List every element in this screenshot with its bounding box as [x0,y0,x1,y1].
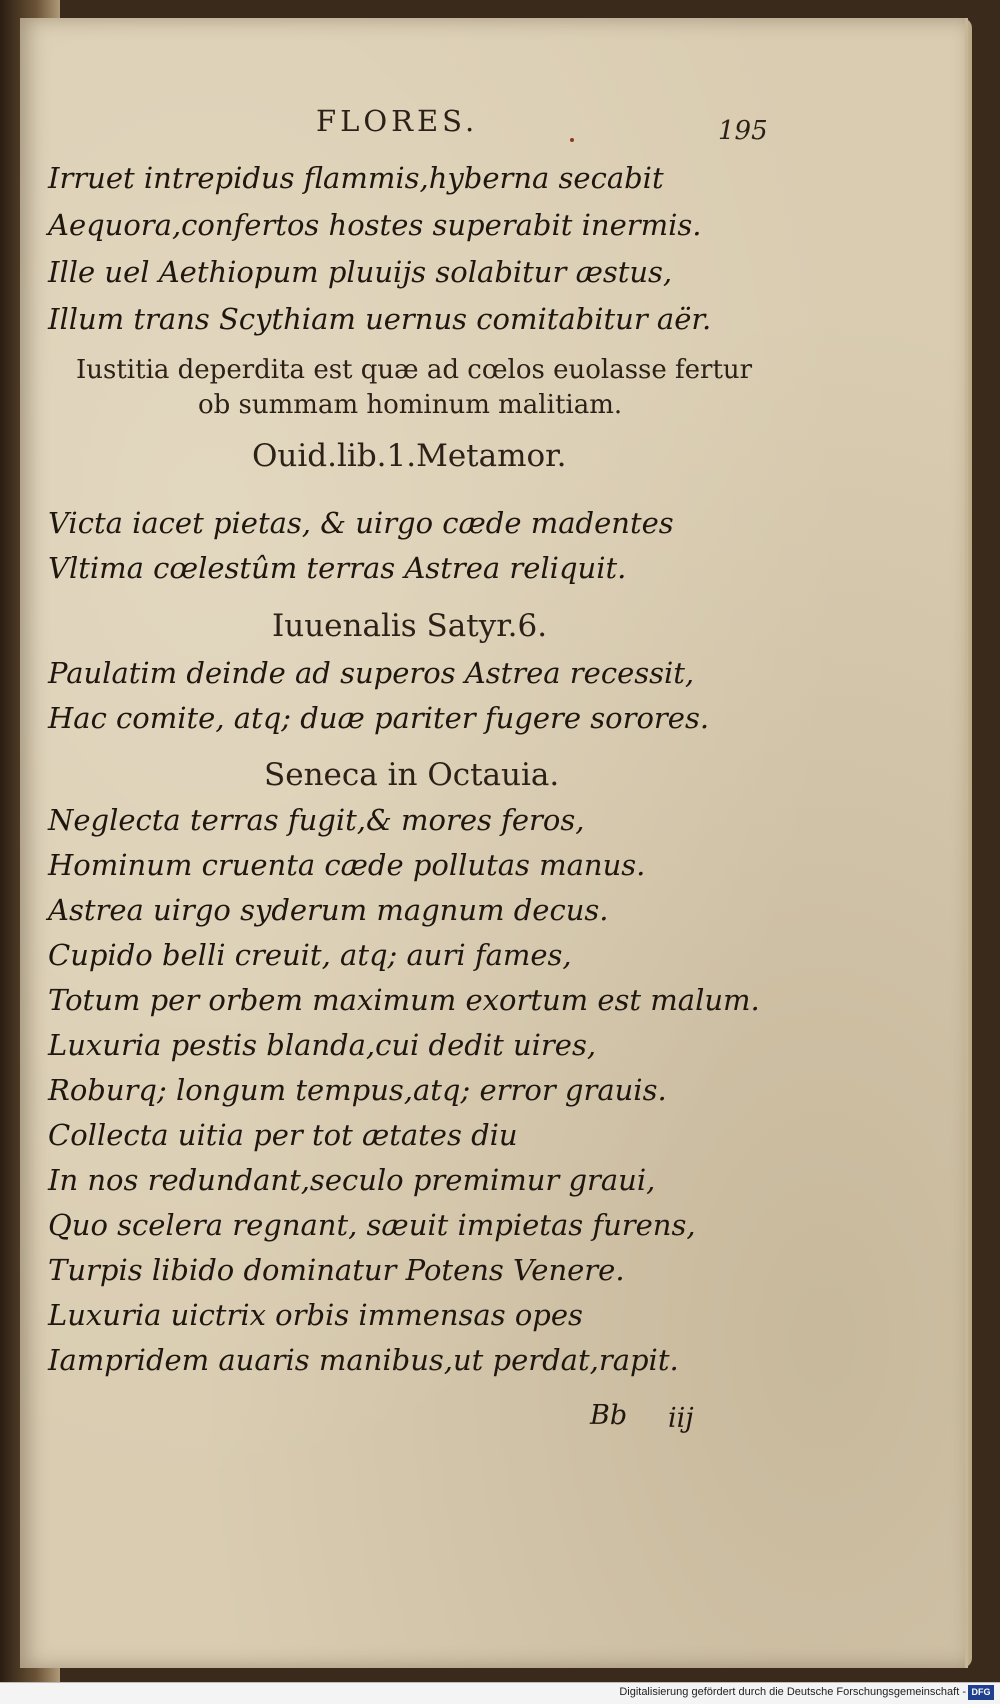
verse-line: Cupido belli creuit, atq; auri fames, [48,938,572,972]
verse-line: Neglecta terras fugit,& mores feros, [48,803,585,837]
verse-line: Quo scelera regnant, sæuit impietas furens, [48,1208,696,1242]
verse-line: In nos redundant,seculo premimur graui, [48,1163,656,1197]
verse-line: Paulatim deinde ad superos Astrea recessit, [48,656,695,690]
verse-line: Vltima cœlestûm terras Astrea reliquit. [48,551,627,585]
verse-line: Luxuria pestis blanda,cui dedit uires, [48,1028,597,1062]
verse-line: Totum per orbem maximum exortum est malum. [48,983,760,1017]
verse-line: Hominum cruenta cæde pollutas manus. [48,848,646,882]
page-number: 195 [718,116,768,146]
verse-line: Iampridem auaris manibus,ut perdat,rapit. [48,1343,679,1377]
verse-line: Collecta uitia per tot ætates diu [48,1118,518,1152]
signature-number: iij [668,1403,694,1434]
verse-line: Roburq; longum tempus,atq; error grauis. [48,1073,667,1107]
verse-line: Illum trans Scythiam uernus comitabitur aër. [48,302,712,336]
verse-line: Turpis libido dominatur Potens Venere. [48,1253,625,1287]
verse-line: Irruet intrepidus flammis,hyberna secabit [48,161,664,195]
argument-line: ob summam hominum malitiam. [198,390,623,420]
ink-spot [570,138,574,142]
section-heading: Seneca in Octauia. [264,757,560,793]
verse-line: Astrea uirgo syderum magnum decus. [48,893,609,927]
verse-line: Luxuria uictrix orbis immensas opes [48,1298,583,1332]
running-head: FLORES. [316,104,479,138]
digitization-credit: Digitalisierung gefördert durch die Deutsche Forschungsgemeinschaft - [619,1686,966,1698]
signature-mark: Bb [590,1400,628,1431]
argument-line: Iustitia deperdita est quæ ad cœlos euolasse fertur [76,355,753,385]
section-heading: Ouid.lib.1.Metamor. [252,438,567,474]
dfg-logo: DFG [968,1685,994,1700]
verse-line: Aequora,confertos hostes superabit inermis. [48,208,702,242]
verse-line: Hac comite, atq; duæ pariter fugere sorores. [48,701,710,735]
verse-line: Victa iacet pietas, & uirgo cæde madentes [48,506,674,540]
verse-line: Ille uel Aethiopum pluuijs solabitur æstus, [48,255,673,289]
section-heading: Iuuenalis Satyr.6. [272,608,548,644]
